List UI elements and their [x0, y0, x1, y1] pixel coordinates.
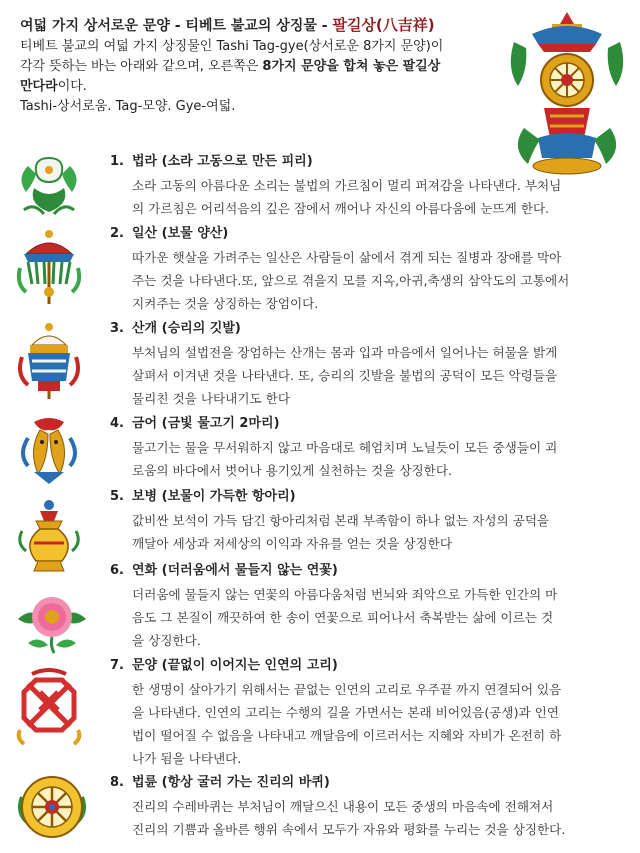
desc-line: 값비싼 보석이 가득 담긴 항아리처럼 본래 부족함이 하나 없는 자성의 공덕을 [132, 513, 550, 528]
desc-line: 따가운 햇살을 가려주는 일산은 사람들이 삶에서 겪게 되는 질병과 장애를 막아 [132, 250, 562, 265]
item-title: 보병 (보물이 가득한 항아리) [132, 489, 296, 504]
item-title: 일산 (보물 양산) [132, 226, 229, 241]
conch-shell-icon [14, 152, 104, 220]
item-heading [110, 319, 241, 339]
item-description [132, 509, 622, 555]
intro-line-3-a: 만다라 [20, 79, 58, 94]
intro-line-2 [20, 57, 500, 77]
desc-line: 살펴서 이겨낸 것을 나타낸다. 또, 승리의 깃발을 불법의 공덕이 모든 악령들을 [132, 368, 558, 383]
page-title [20, 14, 500, 37]
item-description [132, 795, 622, 841]
victory-banner-icon [14, 321, 104, 401]
item-description [132, 174, 622, 220]
desc-line: 한 생명이 살아가기 위해서는 끝없는 인연의 고리로 우주끝 까지 연결되어 있음 [132, 682, 562, 697]
intro-line-1: 티베트 불교의 여덟 가지 상징물인 Tashi Tag-gye(상서로운 8가지 문양)이 [20, 39, 444, 54]
header [20, 14, 500, 117]
desc-line: 의 가르침은 어리석음의 깊은 잠에서 깨어나 자신의 아름다움에 눈뜨게 한다. [132, 201, 550, 216]
intro-text [20, 37, 500, 117]
item-heading [110, 656, 338, 676]
item-description [132, 436, 622, 482]
desc-line: 소라 고동의 아름다운 소리는 불법의 가르침이 멀리 퍼져감을 나타낸다. 부처님 [132, 178, 562, 193]
desc-line: 진리의 수레바퀴는 부처님이 깨달으신 내용이 모든 중생의 마음속에 전해져서 [132, 799, 554, 814]
desc-line: 을 상징한다. [132, 633, 201, 648]
item-heading [110, 224, 228, 244]
desc-line: 을 나타낸다. 인연의 고리는 수행의 길을 가면서는 본래 비어있음(공생)과 인연 [132, 705, 559, 720]
intro-line-2-b: 8가지 문양을 합쳐 놓은 팔길상 [262, 59, 441, 74]
item-number: 3. [110, 321, 124, 336]
item-number: 5. [110, 489, 124, 504]
item-number: 7. [110, 658, 124, 673]
item-number: 6. [110, 563, 124, 578]
intro-line-3 [20, 77, 500, 97]
desc-line: 법이 떨어질 수 없음을 나타내고 깨달음에 이르러서는 지혜와 자비가 온전히 하 [132, 728, 562, 743]
item-number: 8. [110, 775, 124, 790]
item-title: 금어 (금빛 물고기 2마리) [132, 416, 280, 431]
intro-line-2-a: 각각 뜻하는 바는 아래와 같으며, 오른쪽은 [20, 59, 263, 74]
desc-line: 부처님의 설법전을 장엄하는 산개는 몸과 입과 마음에서 일어나는 허물을 밝게 [132, 345, 558, 360]
title-prefix: 여덟 가지 상서로운 문양 - 티베트 불교의 상징물 - [20, 18, 333, 34]
desc-line: 물리친 것을 나타내기도 한다 [132, 391, 290, 406]
desc-line: 음도 그 본질이 깨끗하여 한 송이 연꽃으로 피어나서 축복받는 삶에 이르는 것 [132, 610, 554, 625]
ashtamangala-mandala-icon [504, 8, 630, 178]
item-description [132, 583, 622, 652]
item-heading [110, 487, 296, 507]
desc-line: 물고기는 물을 무서워하지 않고 마음대로 헤엄치며 노닐듯이 모든 중생들이 괴 [132, 440, 558, 455]
dharma-wheel-icon [14, 767, 104, 847]
item-title: 문양 (끝없이 이어지는 인연의 고리) [132, 658, 338, 673]
item-heading [110, 414, 280, 434]
golden-fish-icon [14, 414, 104, 488]
desc-line: 지켜주는 것을 상징하는 장엄이다. [132, 296, 319, 311]
item-title: 법륜 (항상 굴러 가는 진리의 바퀴) [132, 775, 330, 790]
endless-knot-icon [14, 666, 104, 746]
desc-line: 주는 것을 나타낸다.또, 앞으로 겪을지 모를 지옥,아귀,축생의 삼악도의 고통에서 [132, 273, 570, 288]
item-heading [110, 773, 330, 793]
parasol-icon [14, 228, 104, 308]
item-title: 연화 (더러움에서 물들지 않는 연꽃) [132, 563, 338, 578]
item-description [132, 246, 622, 315]
desc-line: 진리의 기쁨과 올바른 행위 속에서 모두가 자유와 평화를 누리는 것을 상징한다. [132, 822, 566, 837]
item-description [132, 678, 622, 770]
intro-line-4: Tashi-상서로움. Tag-모양. Gye-여덟. [20, 99, 236, 114]
item-title: 법라 (소라 고동으로 만든 피리) [132, 154, 313, 169]
treasure-vase-icon [14, 499, 104, 575]
item-number: 1. [110, 154, 124, 169]
desc-line: 나가 됨을 나타낸다. [132, 751, 242, 766]
item-heading [110, 561, 338, 581]
desc-line: 더러움에 물들지 않는 연꽃의 아름다움처럼 번뇌와 죄악으로 가득한 인간의 마 [132, 587, 558, 602]
item-title: 산개 (승리의 깃발) [132, 321, 241, 336]
item-number: 2. [110, 226, 124, 241]
desc-line: 로움의 바다에서 벗어나 용기있게 실천하는 것을 상징한다. [132, 463, 452, 478]
desc-line: 깨달아 세상과 저세상의 이익과 자유를 얻는 것을 상징한다 [132, 536, 452, 551]
title-highlight: 팔길상(八吉祥) [332, 16, 435, 34]
item-heading [110, 152, 313, 172]
intro-line-3-b: 이다. [57, 79, 87, 94]
item-description [132, 341, 622, 410]
lotus-icon [14, 589, 104, 655]
item-number: 4. [110, 416, 124, 431]
